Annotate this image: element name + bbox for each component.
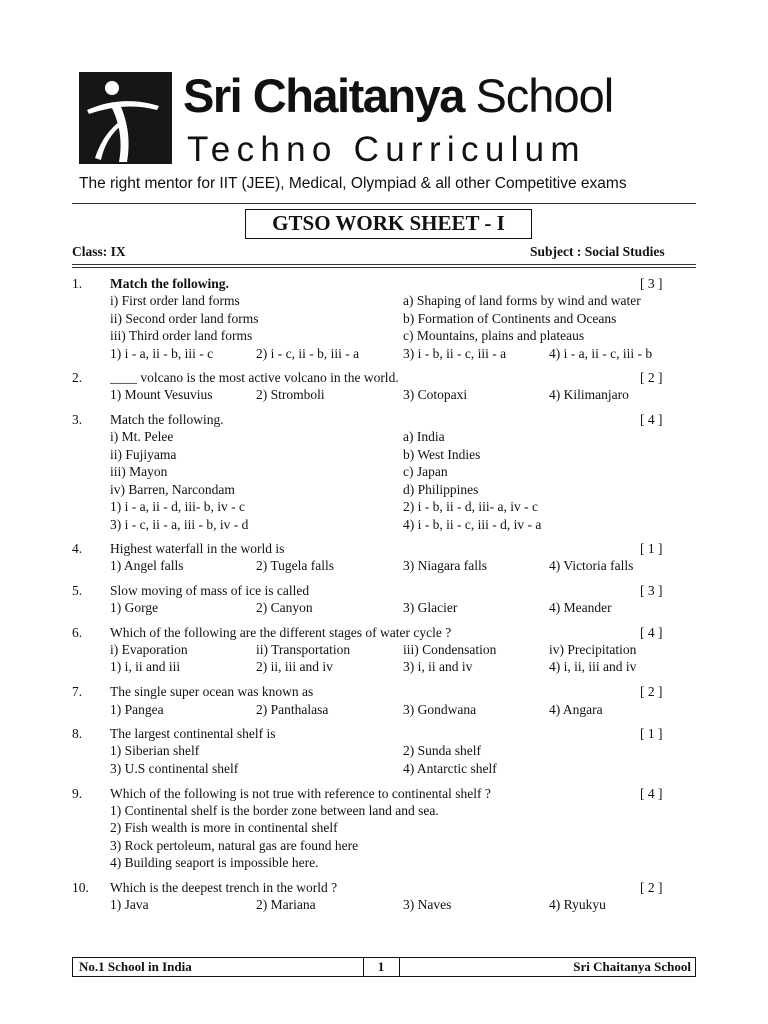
match-left-item: ii) Second order land forms bbox=[110, 311, 259, 326]
answer-option: 3) U.S continental shelf bbox=[110, 761, 239, 776]
question-marks: [ 4 ] bbox=[640, 786, 663, 801]
match-right-item: a) Shaping of land forms by wind and water bbox=[403, 293, 641, 308]
brand-subtitle: Techno Curriculum bbox=[187, 130, 586, 169]
question-stem: Match the following. bbox=[110, 412, 224, 427]
answer-option: 2) Sunda shelf bbox=[403, 743, 481, 758]
answer-option: 2) Tugela falls bbox=[256, 558, 335, 573]
stage-item: iv) Precipitation bbox=[549, 642, 637, 657]
question-marks: [ 2 ] bbox=[640, 370, 663, 385]
question-stem: Highest waterfall in the world is bbox=[110, 541, 285, 556]
answer-option: 3) Gondwana bbox=[403, 702, 477, 717]
answer-option: 1) Siberian shelf bbox=[110, 743, 200, 758]
match-right-item: b) West Indies bbox=[403, 447, 481, 462]
question-stem: Slow moving of mass of ice is called bbox=[110, 583, 310, 598]
answer-option: 4) Antarctic shelf bbox=[403, 761, 497, 776]
answer-option: 4) Angara bbox=[549, 702, 603, 717]
match-left-item: iii) Third order land forms bbox=[110, 328, 253, 343]
footer-left-text: No.1 School in India bbox=[79, 959, 192, 974]
question-marks: [ 4 ] bbox=[640, 625, 663, 640]
answer-option: 1) i - a, ii - b, iii - c bbox=[110, 346, 214, 361]
answer-option: 3) i, ii and iv bbox=[403, 659, 473, 674]
answer-option: 1) Gorge bbox=[110, 600, 159, 615]
question-marks: [ 3 ] bbox=[640, 276, 663, 291]
answer-option: 1) Pangea bbox=[110, 702, 164, 717]
subject-label: Subject : Social Studies bbox=[530, 244, 665, 259]
answer-option: 4) Building seaport is impossible here. bbox=[110, 855, 319, 870]
question-number: 2. bbox=[72, 370, 83, 385]
title-divider-top bbox=[72, 264, 696, 265]
answer-option: 4) i, ii, iii and iv bbox=[549, 659, 637, 674]
question-number: 8. bbox=[72, 726, 83, 741]
question-marks: [ 2 ] bbox=[640, 880, 663, 895]
answer-option: 4) Ryukyu bbox=[549, 897, 606, 912]
page-number: 1 bbox=[377, 959, 385, 974]
match-right-item: a) India bbox=[403, 429, 445, 444]
match-right-item: c) Mountains, plains and plateaus bbox=[403, 328, 585, 343]
answer-option: 3) Glacier bbox=[403, 600, 458, 615]
answer-option: 3) Cotopaxi bbox=[403, 387, 468, 402]
footer-divider bbox=[399, 958, 400, 976]
question-stem: Which of the following are the different stages of water cycle ? bbox=[110, 625, 452, 640]
answer-option: 4) Victoria falls bbox=[549, 558, 634, 573]
question-stem: Match the following. bbox=[110, 276, 229, 291]
answer-option: 1) Mount Vesuvius bbox=[110, 387, 213, 402]
question-marks: [ 1 ] bbox=[640, 541, 663, 556]
logo-figure-icon bbox=[79, 72, 172, 164]
brand-name-bold: Sri Chaitanya bbox=[183, 69, 464, 122]
match-left-item: i) Mt. Pelee bbox=[110, 429, 174, 444]
match-left-item: i) First order land forms bbox=[110, 293, 240, 308]
question-stem: The largest continental shelf is bbox=[110, 726, 276, 741]
answer-option: 2) Panthalasa bbox=[256, 702, 329, 717]
page-footer bbox=[72, 957, 696, 977]
answer-option: 2) Stromboli bbox=[256, 387, 325, 402]
answer-option: 4) i - b, ii - c, iii - d, iv - a bbox=[403, 517, 542, 532]
stage-item: i) Evaporation bbox=[110, 642, 188, 657]
answer-option: 1) Angel falls bbox=[110, 558, 184, 573]
question-number: 6. bbox=[72, 625, 83, 640]
match-right-item: d) Philippines bbox=[403, 482, 479, 497]
brand-name bbox=[183, 68, 613, 124]
answer-option: 1) Java bbox=[110, 897, 149, 912]
answer-option: 2) Canyon bbox=[256, 600, 313, 615]
question-stem: Which is the deepest trench in the world ? bbox=[110, 880, 338, 895]
answer-option: 2) i - c, ii - b, iii - a bbox=[256, 346, 360, 361]
question-marks: [ 3 ] bbox=[640, 583, 663, 598]
match-left-item: iii) Mayon bbox=[110, 464, 168, 479]
answer-option: 4) Meander bbox=[549, 600, 612, 615]
match-left-item: iv) Barren, Narcondam bbox=[110, 482, 235, 497]
question-marks: [ 2 ] bbox=[640, 684, 663, 699]
tagline: The right mentor for IIT (JEE), Medical, Olympiad & all other Competitive exams bbox=[79, 175, 627, 192]
title-divider-bottom bbox=[72, 267, 696, 268]
question-number: 4. bbox=[72, 541, 83, 556]
question-number: 9. bbox=[72, 786, 83, 801]
match-right-item: b) Formation of Continents and Oceans bbox=[403, 311, 617, 326]
question-stem: The single super ocean was known as bbox=[110, 684, 314, 699]
header-divider bbox=[72, 203, 696, 204]
answer-option: 3) Niagara falls bbox=[403, 558, 487, 573]
question-marks: [ 1 ] bbox=[640, 726, 663, 741]
answer-option: 4) i - a, ii - c, iii - b bbox=[549, 346, 653, 361]
question-stem: ____ volcano is the most active volcano in the world. bbox=[110, 370, 399, 385]
answer-option: 4) Kilimanjaro bbox=[549, 387, 629, 402]
footer-right-text: Sri Chaitanya School bbox=[573, 959, 691, 974]
question-number: 5. bbox=[72, 583, 83, 598]
answer-option: 2) i - b, ii - d, iii- a, iv - c bbox=[403, 499, 538, 514]
answer-option: 1) i, ii and iii bbox=[110, 659, 181, 674]
match-left-item: ii) Fujiyama bbox=[110, 447, 177, 462]
stage-item: ii) Transportation bbox=[256, 642, 351, 657]
answer-option: 1) Continental shelf is the border zone between land and sea. bbox=[110, 803, 439, 818]
question-number: 3. bbox=[72, 412, 83, 427]
question-marks: [ 4 ] bbox=[640, 412, 663, 427]
stage-item: iii) Condensation bbox=[403, 642, 497, 657]
question-number: 1. bbox=[72, 276, 83, 291]
match-right-item: c) Japan bbox=[403, 464, 448, 479]
answer-option: 3) i - c, ii - a, iii - b, iv - d bbox=[110, 517, 249, 532]
answer-option: 1) i - a, ii - d, iii- b, iv - c bbox=[110, 499, 245, 514]
class-label: Class: IX bbox=[72, 244, 126, 259]
answer-option: 3) Naves bbox=[403, 897, 452, 912]
question-number: 10. bbox=[72, 880, 89, 895]
answer-option: 3) i - b, ii - c, iii - a bbox=[403, 346, 507, 361]
worksheet-title: GTSO WORK SHEET - I bbox=[245, 209, 532, 239]
school-logo bbox=[79, 72, 172, 164]
answer-option: 2) Mariana bbox=[256, 897, 316, 912]
question-stem: Which of the following is not true with reference to continental shelf ? bbox=[110, 786, 491, 801]
answer-option: 2) Fish wealth is more in continental shelf bbox=[110, 820, 338, 835]
brand-name-school: School bbox=[475, 69, 614, 122]
answer-option: 2) ii, iii and iv bbox=[256, 659, 333, 674]
question-number: 7. bbox=[72, 684, 83, 699]
answer-option: 3) Rock pertoleum, natural gas are found here bbox=[110, 838, 359, 853]
